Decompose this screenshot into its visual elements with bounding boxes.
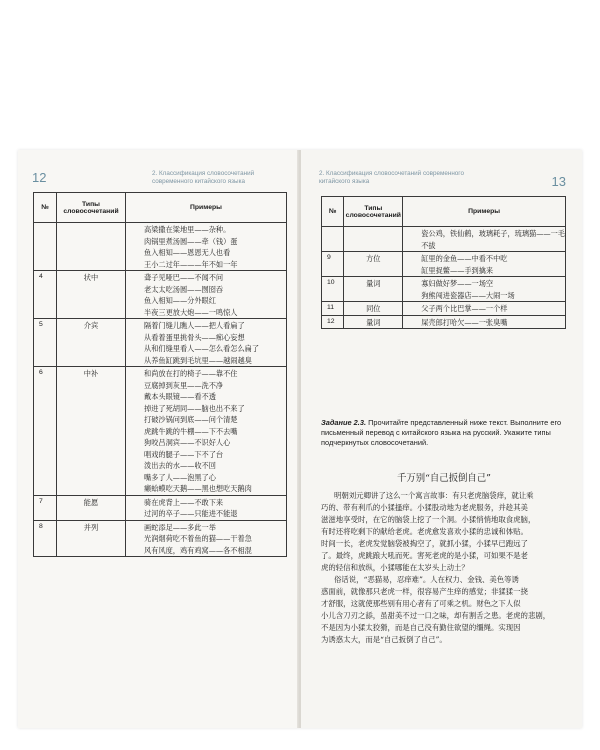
book-spread [18,150,582,728]
row-type: 中补 [57,367,126,496]
col-header-number: № [322,197,344,227]
running-head: 2. Классификация словосочетаний современного китайского языка [319,170,464,185]
table-row [34,367,287,496]
col-header-examples: Примеры [403,197,566,227]
row-type: 能愿 [57,495,126,520]
chinese-text [321,490,567,646]
row-type [344,227,403,252]
row-number: 6 [34,367,57,496]
row-type: 方位 [344,252,403,277]
row-number: 5 [34,319,57,367]
example-line: 聋子见哑巴——不闻不问 [144,273,224,282]
right-page [301,150,582,728]
example-line: 肉锅里煮汤圆——牵（钱）蛋 [144,236,238,246]
text-line: 时间一长，老虎发觉脑袋被掏空了，就抓小猱，小猱早已跑远了 [321,539,528,548]
text-line: 明朝刘元卿讲了这么一个寓言故事：有只老虎脑袋痒，就让乘 [334,491,534,500]
example-line: 屎壳郎打哈欠——一张臭嘴 [421,317,508,327]
row-number: 11 [322,302,344,316]
text-title: 千万别“自己扳倒自己” [397,473,491,484]
table-row [322,302,566,316]
example-line: 泼出去的水——收不回 [144,461,216,470]
row-examples [403,302,566,316]
task-paragraph [321,418,567,449]
row-examples [126,271,287,319]
row-examples [126,495,287,520]
text-line: 巧的、带有利爪的小猱搔痒。小猱股动地为老虎服务，并趁其美 [321,503,528,512]
example-line: 骑在虎背上——不敢下来 [144,497,224,507]
page-number: 12 [32,170,47,185]
example-line: 不拔 [421,240,436,250]
text-line: 滋滋地享受时，在它的脑袋上挖了一个洞。小猱悄悄地取食虎脑， [321,515,536,524]
col-header-type: Типы словосочетаний [344,197,403,227]
row-number: 8 [34,520,57,557]
table-row [34,319,287,367]
row-number: 7 [34,495,57,520]
row-examples [403,315,566,329]
row-number: 12 [322,315,344,329]
example-line: 虎跳牛跳的牛棚——下不去嘴 [144,426,238,436]
row-examples [403,277,566,302]
example-line: 王小二过年———年不如一年 [144,259,238,269]
text-line: 虎的轻信和放纵，小猱哪能在太岁头上动土？ [321,563,469,572]
text-line: 惑面前，就像那只老虎一样，很容易产生痒的感觉；非猱猱一挠 [321,587,528,596]
example-line: 半夜三更放大炮——一鸣惊人 [144,307,238,317]
text-line: 俗话说，“恶猫易，忍痒难”。人在权力、金钱、美色等诱 [334,575,519,584]
example-line: 风有风度，鸡有鸡窝——各不相混 [144,545,252,555]
example-line: 画蛇添足——多此一举 [144,522,216,532]
running-head: 2. Классификация словосочетаний современного китайского языка [152,170,255,185]
text-line: 为诱惑太大，而是“自己扳倒了自己”。 [321,635,447,644]
example-line: 鱼入相知——分外眼红 [144,296,216,305]
example-line: 老太太吃汤圆——囫囵吞 [144,284,224,294]
row-type: 介宾 [57,319,126,367]
example-line: 缸里捉鳖——手到擒来 [421,265,494,275]
table-row [322,252,566,277]
row-examples [403,252,566,277]
row-examples [403,227,566,252]
text-line: 小儿含刀刃之舔，虽甜美不过一口之味，却有割舌之患。老虎的悲剧， [321,611,551,620]
example-line: 掉进了死胡同——脑也出不来了 [144,403,245,413]
text-line: 了。最终，虎跳踉大吼而死。害死老虎的是小猱，可如果不是老 [321,551,528,560]
example-line: 高梁撒在粱地里——杂种。 [144,225,231,234]
text-line: 才舒服，这就使那些别有用心者有了可乘之机。财色之下人似 [321,599,521,608]
example-line: 唱戏的腿子——下不了台 [144,449,224,459]
table-row [322,277,566,302]
example-line: 嘴多了人——泡黑了心 [144,472,216,482]
example-line: 打破沙锅问到底——问个清楚 [144,415,238,424]
examples-table [321,196,566,329]
row-number: 4 [34,271,57,319]
table-row [34,223,287,271]
col-header-number: № [34,193,57,223]
row-type: 同位 [344,302,403,316]
example-line: 和尚放在打的椅子——靠不住 [144,369,238,378]
task-label: Задание 2.3. [321,418,367,427]
row-number [322,227,344,252]
text-line: 有时还将吃剩下的献给老虎。老虎愈发喜欢小猱的忠诚和体贴。 [321,527,528,536]
row-number: 10 [322,277,344,302]
example-line: 父子两个比巴掌——一个样 [421,304,508,313]
example-line: 隔着门缝儿瞧人——把人看扁了 [144,321,245,330]
example-line: 缸里的金鱼——中看不中吃 [421,254,508,263]
col-header-examples: Примеры [126,193,287,223]
example-line: 寡妇做好梦——一场空 [421,279,494,288]
example-line: 从和们缝里看人——怎么看怎么扁了 [144,344,260,353]
example-line: 从养鱼缸跳到毛坑里——越闹越臭 [144,355,252,365]
example-line: 过河的卒子——只能进不能退 [144,509,238,518]
task-text: Прочитайте представленный ниже текст. Выполните его письменный перевод с китайского языка на русский. Укажите типы подчеркнутых словосочетаний. [321,418,562,448]
example-line: 狗咬吕洞宾——不识好人心 [144,438,231,447]
table-row [322,315,566,329]
row-examples [126,223,287,271]
table-row [34,271,287,319]
example-line: 戴本头眼镜——看不透 [144,392,216,401]
example-line: 癞蛤蟆吃天鹅——黑也想吃天鹅肉 [144,484,252,493]
row-examples [126,367,287,496]
example-line: 瓷公鸡，铁仙鹤，玻璃耗子，琉璃猫——一毛 [421,229,565,238]
row-examples [126,520,287,557]
left-page [18,150,299,728]
row-type: 量词 [344,277,403,302]
example-line: 光润烟荷吃不着鱼的猫——干着急 [144,534,252,543]
page-number: 13 [551,174,566,189]
example-line: 狗熊闯进瓷器店——大闹一场 [421,290,515,300]
row-type: 状中 [57,271,126,319]
row-number [34,223,57,271]
row-examples [126,319,287,367]
row-type: 量词 [344,315,403,329]
row-number: 9 [322,252,344,277]
examples-table [33,192,287,557]
table-row [322,227,566,252]
col-header-type: Типы словосочетаний [57,193,126,223]
example-line: 鱼入相知——恩恩无人也看 [144,248,231,257]
text-line: 不是因为小猱太狡猾，而是自己没有勤住欲望的缰绳。实现因 [321,623,521,632]
row-type: 并列 [57,520,126,557]
row-type [57,223,126,271]
example-line: 豆腐掉到灰里——洗不净 [144,380,224,390]
example-line: 从看着蛋里挑骨头——痴心妄想 [144,332,245,342]
table-row [34,520,287,557]
table-row [34,495,287,520]
